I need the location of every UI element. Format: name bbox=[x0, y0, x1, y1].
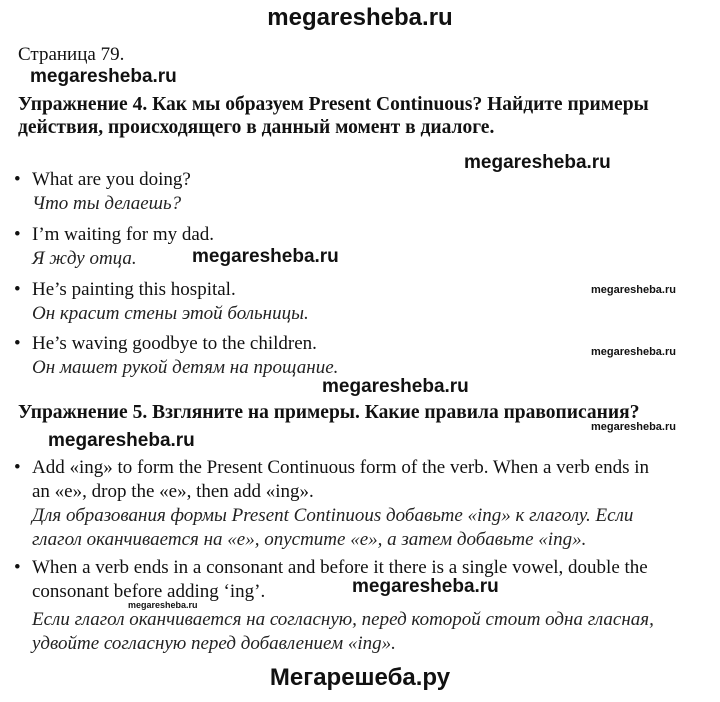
rule2-ru-line2: удвойте согласную перед добавлением «ing». bbox=[32, 633, 396, 654]
watermark: megaresheba.ru bbox=[464, 152, 611, 173]
rule2-ru-line1: Если глагол оканчивается на согласную, перед которой стоит одна гласная, bbox=[32, 609, 654, 630]
bullet: • bbox=[14, 224, 21, 245]
item-ru: Он красит стены этой больницы. bbox=[32, 303, 309, 324]
rule1-ru-line2: глагол оканчивается на «e», опустите «e», а затем добавьте «ing». bbox=[32, 529, 587, 550]
watermark: megaresheba.ru bbox=[128, 600, 198, 610]
rule2-en-line2: consonant before adding ‘ing’. bbox=[32, 581, 266, 602]
list-item bbox=[14, 224, 214, 246]
list-item bbox=[14, 557, 648, 579]
item-en: What are you doing? bbox=[32, 169, 191, 190]
watermark: megaresheba.ru bbox=[591, 284, 676, 296]
list-item bbox=[14, 457, 649, 479]
exercise5-heading: Упражнение 5. Взгляните на примеры. Какие правила правописания? bbox=[18, 402, 640, 423]
item-ru: Что ты делаешь? bbox=[32, 193, 182, 214]
watermark: megaresheba.ru bbox=[352, 576, 499, 597]
item-en: He’s waving goodbye to the children. bbox=[32, 333, 317, 354]
bullet: • bbox=[14, 557, 21, 578]
watermark: megaresheba.ru bbox=[48, 430, 195, 451]
watermark-bottom: Мегарешеба.ру bbox=[269, 664, 451, 691]
rule1-en-line1: Add «ing» to form the Present Continuous form of the verb. When a verb ends in bbox=[32, 457, 650, 478]
item-ru: Я жду отца. bbox=[32, 248, 137, 269]
watermark: megaresheba.ru bbox=[591, 346, 676, 358]
watermark-top: megaresheba.ru bbox=[267, 4, 453, 31]
list-item bbox=[14, 169, 191, 191]
watermark: megaresheba.ru bbox=[192, 246, 339, 267]
watermark: megaresheba.ru bbox=[30, 66, 177, 87]
bullet: • bbox=[14, 457, 21, 478]
rule1-ru-line1: Для образования формы Present Continuous добавьте «ing» к глаголу. Если bbox=[32, 505, 634, 526]
rule1-en-line2: an «e», drop the «e», then add «ing». bbox=[32, 481, 314, 502]
rule2-en-line1: When a verb ends in a consonant and before it there is a single vowel, double the bbox=[32, 557, 648, 578]
list-item bbox=[14, 333, 317, 355]
bullet: • bbox=[14, 333, 21, 354]
watermark: megaresheba.ru bbox=[322, 376, 469, 397]
exercise4-heading-line1: Упражнение 4. Как мы образуем Present Continuous? Найдите примеры bbox=[18, 94, 649, 115]
bullet: • bbox=[14, 169, 21, 190]
item-en: He’s painting this hospital. bbox=[32, 279, 236, 300]
list-item bbox=[14, 279, 236, 301]
item-en: I’m waiting for my dad. bbox=[32, 224, 215, 245]
page-number: Страница 79. bbox=[18, 44, 125, 65]
bullet: • bbox=[14, 279, 21, 300]
exercise4-heading-line2: действия, происходящего в данный момент в диалоге. bbox=[18, 117, 495, 138]
item-ru: Он машет рукой детям на прощание. bbox=[32, 357, 339, 378]
watermark: megaresheba.ru bbox=[591, 421, 676, 433]
